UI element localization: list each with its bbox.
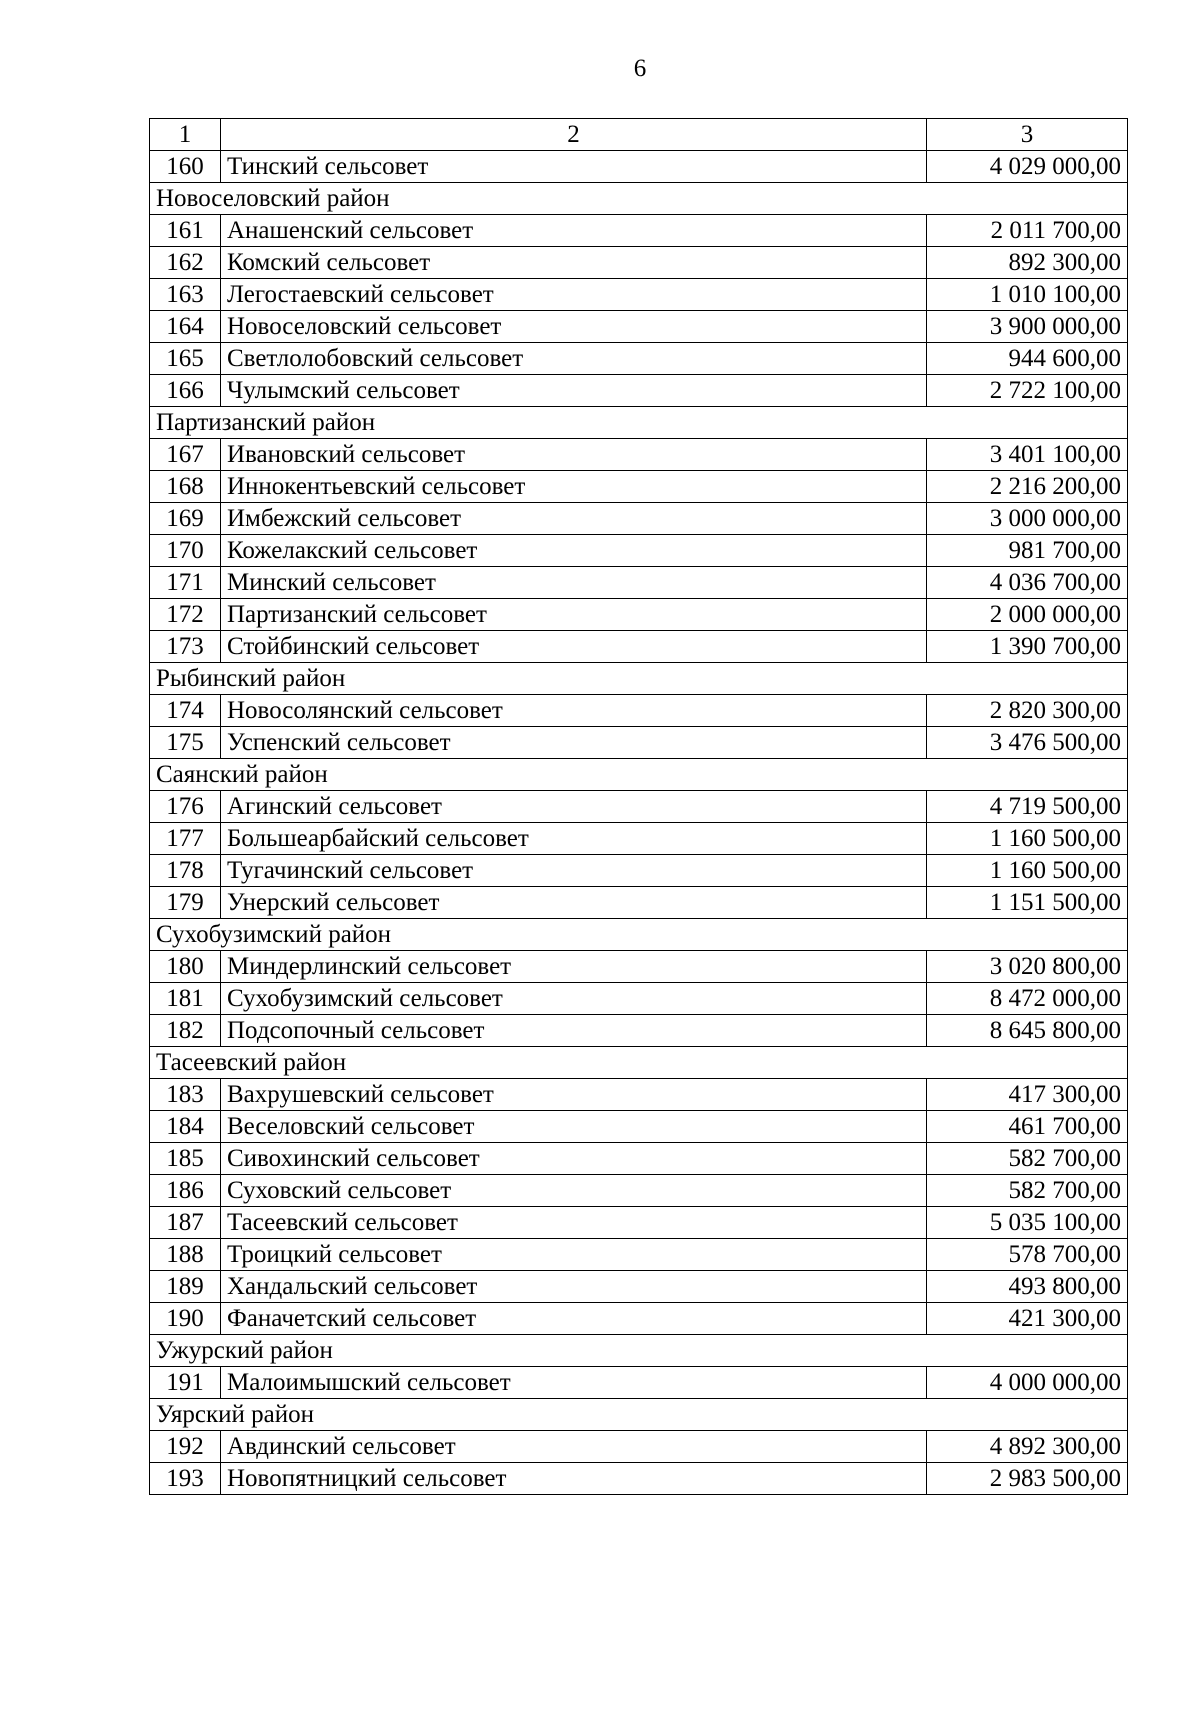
table-row [150,1079,1128,1111]
allocation-table [149,118,1128,1495]
amount: 1 010 100,00 [927,279,1128,311]
table-row [150,1431,1128,1463]
amount: 3 000 000,00 [927,503,1128,535]
table-row [150,1175,1128,1207]
row-number: 179 [150,887,221,919]
amount: 8 472 000,00 [927,983,1128,1015]
settlement-name: Анашенский сельсовет [221,215,927,247]
table-row [150,727,1128,759]
row-number: 163 [150,279,221,311]
district-name: Уярский район [150,1399,1128,1431]
table-row [150,695,1128,727]
settlement-name: Легостаевский сельсовет [221,279,927,311]
row-number: 166 [150,375,221,407]
settlement-name: Иннокентьевский сельсовет [221,471,927,503]
row-number: 190 [150,1303,221,1335]
row-number: 184 [150,1111,221,1143]
amount: 4 029 000,00 [927,151,1128,183]
amount: 2 820 300,00 [927,695,1128,727]
table-row [150,567,1128,599]
settlement-name: Новоселовский сельсовет [221,311,927,343]
district-row [150,759,1128,791]
district-name: Саянский район [150,759,1128,791]
row-number: 182 [150,1015,221,1047]
settlement-name: Стойбинский сельсовет [221,631,927,663]
table-row [150,151,1128,183]
row-number: 176 [150,791,221,823]
amount: 981 700,00 [927,535,1128,567]
row-number: 169 [150,503,221,535]
amount: 461 700,00 [927,1111,1128,1143]
table-row [150,887,1128,919]
table-row [150,1207,1128,1239]
row-number: 167 [150,439,221,471]
table-row [150,311,1128,343]
settlement-name: Авдинский сельсовет [221,1431,927,1463]
table-row [150,535,1128,567]
row-number: 181 [150,983,221,1015]
amount: 944 600,00 [927,343,1128,375]
row-number: 180 [150,951,221,983]
district-name: Рыбинский район [150,663,1128,695]
district-row [150,663,1128,695]
row-number: 174 [150,695,221,727]
row-number: 164 [150,311,221,343]
settlement-name: Чулымский сельсовет [221,375,927,407]
settlement-name: Партизанский сельсовет [221,599,927,631]
table-row [150,1239,1128,1271]
amount: 421 300,00 [927,1303,1128,1335]
amount: 1 390 700,00 [927,631,1128,663]
settlement-name: Имбежский сельсовет [221,503,927,535]
table-row [150,247,1128,279]
district-name: Тасеевский район [150,1047,1128,1079]
row-number: 187 [150,1207,221,1239]
row-number: 171 [150,567,221,599]
row-number: 175 [150,727,221,759]
table-row [150,631,1128,663]
amount: 2 000 000,00 [927,599,1128,631]
settlement-name: Агинский сельсовет [221,791,927,823]
settlement-name: Комский сельсовет [221,247,927,279]
row-number: 193 [150,1463,221,1495]
table-row [150,439,1128,471]
row-number: 161 [150,215,221,247]
amount: 1 160 500,00 [927,823,1128,855]
row-number: 162 [150,247,221,279]
amount: 3 900 000,00 [927,311,1128,343]
table-row [150,375,1128,407]
district-row [150,1047,1128,1079]
amount: 3 020 800,00 [927,951,1128,983]
settlement-name: Новопятницкий сельсовет [221,1463,927,1495]
amount: 2 722 100,00 [927,375,1128,407]
settlement-name: Большеарбайский сельсовет [221,823,927,855]
district-row [150,919,1128,951]
amount: 4 036 700,00 [927,567,1128,599]
amount: 3 401 100,00 [927,439,1128,471]
amount: 2 011 700,00 [927,215,1128,247]
settlement-name: Хандальский сельсовет [221,1271,927,1303]
table-row [150,1143,1128,1175]
settlement-name: Унерский сельсовет [221,887,927,919]
row-number: 191 [150,1367,221,1399]
amount: 4 719 500,00 [927,791,1128,823]
table-row [150,343,1128,375]
settlement-name: Вахрушевский сельсовет [221,1079,927,1111]
settlement-name: Успенский сельсовет [221,727,927,759]
row-number: 165 [150,343,221,375]
table-row [150,1367,1128,1399]
row-number: 186 [150,1175,221,1207]
amount: 892 300,00 [927,247,1128,279]
amount: 2 216 200,00 [927,471,1128,503]
amount: 1 160 500,00 [927,855,1128,887]
district-row [150,183,1128,215]
settlement-name: Троицкий сельсовет [221,1239,927,1271]
amount: 493 800,00 [927,1271,1128,1303]
row-number: 189 [150,1271,221,1303]
table-row [150,1111,1128,1143]
header-col-1: 1 [150,119,221,151]
table-row [150,599,1128,631]
settlement-name: Сухобузимский сельсовет [221,983,927,1015]
amount: 5 035 100,00 [927,1207,1128,1239]
table-row [150,1303,1128,1335]
amount: 3 476 500,00 [927,727,1128,759]
table-row [150,503,1128,535]
amount: 417 300,00 [927,1079,1128,1111]
header-col-2: 2 [221,119,927,151]
row-number: 185 [150,1143,221,1175]
table-row [150,823,1128,855]
settlement-name: Тинский сельсовет [221,151,927,183]
table-row [150,855,1128,887]
district-name: Партизанский район [150,407,1128,439]
row-number: 177 [150,823,221,855]
settlement-name: Суховский сельсовет [221,1175,927,1207]
row-number: 170 [150,535,221,567]
row-number: 178 [150,855,221,887]
amount: 578 700,00 [927,1239,1128,1271]
district-name: Сухобузимский район [150,919,1128,951]
table-row [150,791,1128,823]
row-number: 172 [150,599,221,631]
header-col-3: 3 [927,119,1128,151]
table-row [150,1271,1128,1303]
settlement-name: Миндерлинский сельсовет [221,951,927,983]
table-row [150,951,1128,983]
row-number: 192 [150,1431,221,1463]
table-header-row [150,119,1128,151]
settlement-name: Новосолянский сельсовет [221,695,927,727]
district-name: Новоселовский район [150,183,1128,215]
amount: 582 700,00 [927,1175,1128,1207]
amount: 8 645 800,00 [927,1015,1128,1047]
settlement-name: Малоимышский сельсовет [221,1367,927,1399]
settlement-name: Тугачинский сельсовет [221,855,927,887]
settlement-name: Фаначетский сельсовет [221,1303,927,1335]
row-number: 168 [150,471,221,503]
amount: 2 983 500,00 [927,1463,1128,1495]
district-row [150,407,1128,439]
table-row [150,215,1128,247]
amount: 1 151 500,00 [927,887,1128,919]
settlement-name: Подсопочный сельсовет [221,1015,927,1047]
settlement-name: Кожелакский сельсовет [221,535,927,567]
district-row [150,1335,1128,1367]
settlement-name: Сивохинский сельсовет [221,1143,927,1175]
row-number: 173 [150,631,221,663]
amount: 582 700,00 [927,1143,1128,1175]
page-number: 6 [633,55,647,82]
table-body [150,119,1128,1495]
table-row [150,1015,1128,1047]
amount: 4 000 000,00 [927,1367,1128,1399]
row-number: 183 [150,1079,221,1111]
settlement-name: Веселовский сельсовет [221,1111,927,1143]
settlement-name: Ивановский сельсовет [221,439,927,471]
district-row [150,1399,1128,1431]
amount: 4 892 300,00 [927,1431,1128,1463]
district-name: Ужурский район [150,1335,1128,1367]
table-row [150,471,1128,503]
table-row [150,1463,1128,1495]
settlement-name: Светлолобовский сельсовет [221,343,927,375]
settlement-name: Тасеевский сельсовет [221,1207,927,1239]
settlement-name: Минский сельсовет [221,567,927,599]
table-row [150,983,1128,1015]
row-number: 160 [150,151,221,183]
table-row [150,279,1128,311]
row-number: 188 [150,1239,221,1271]
